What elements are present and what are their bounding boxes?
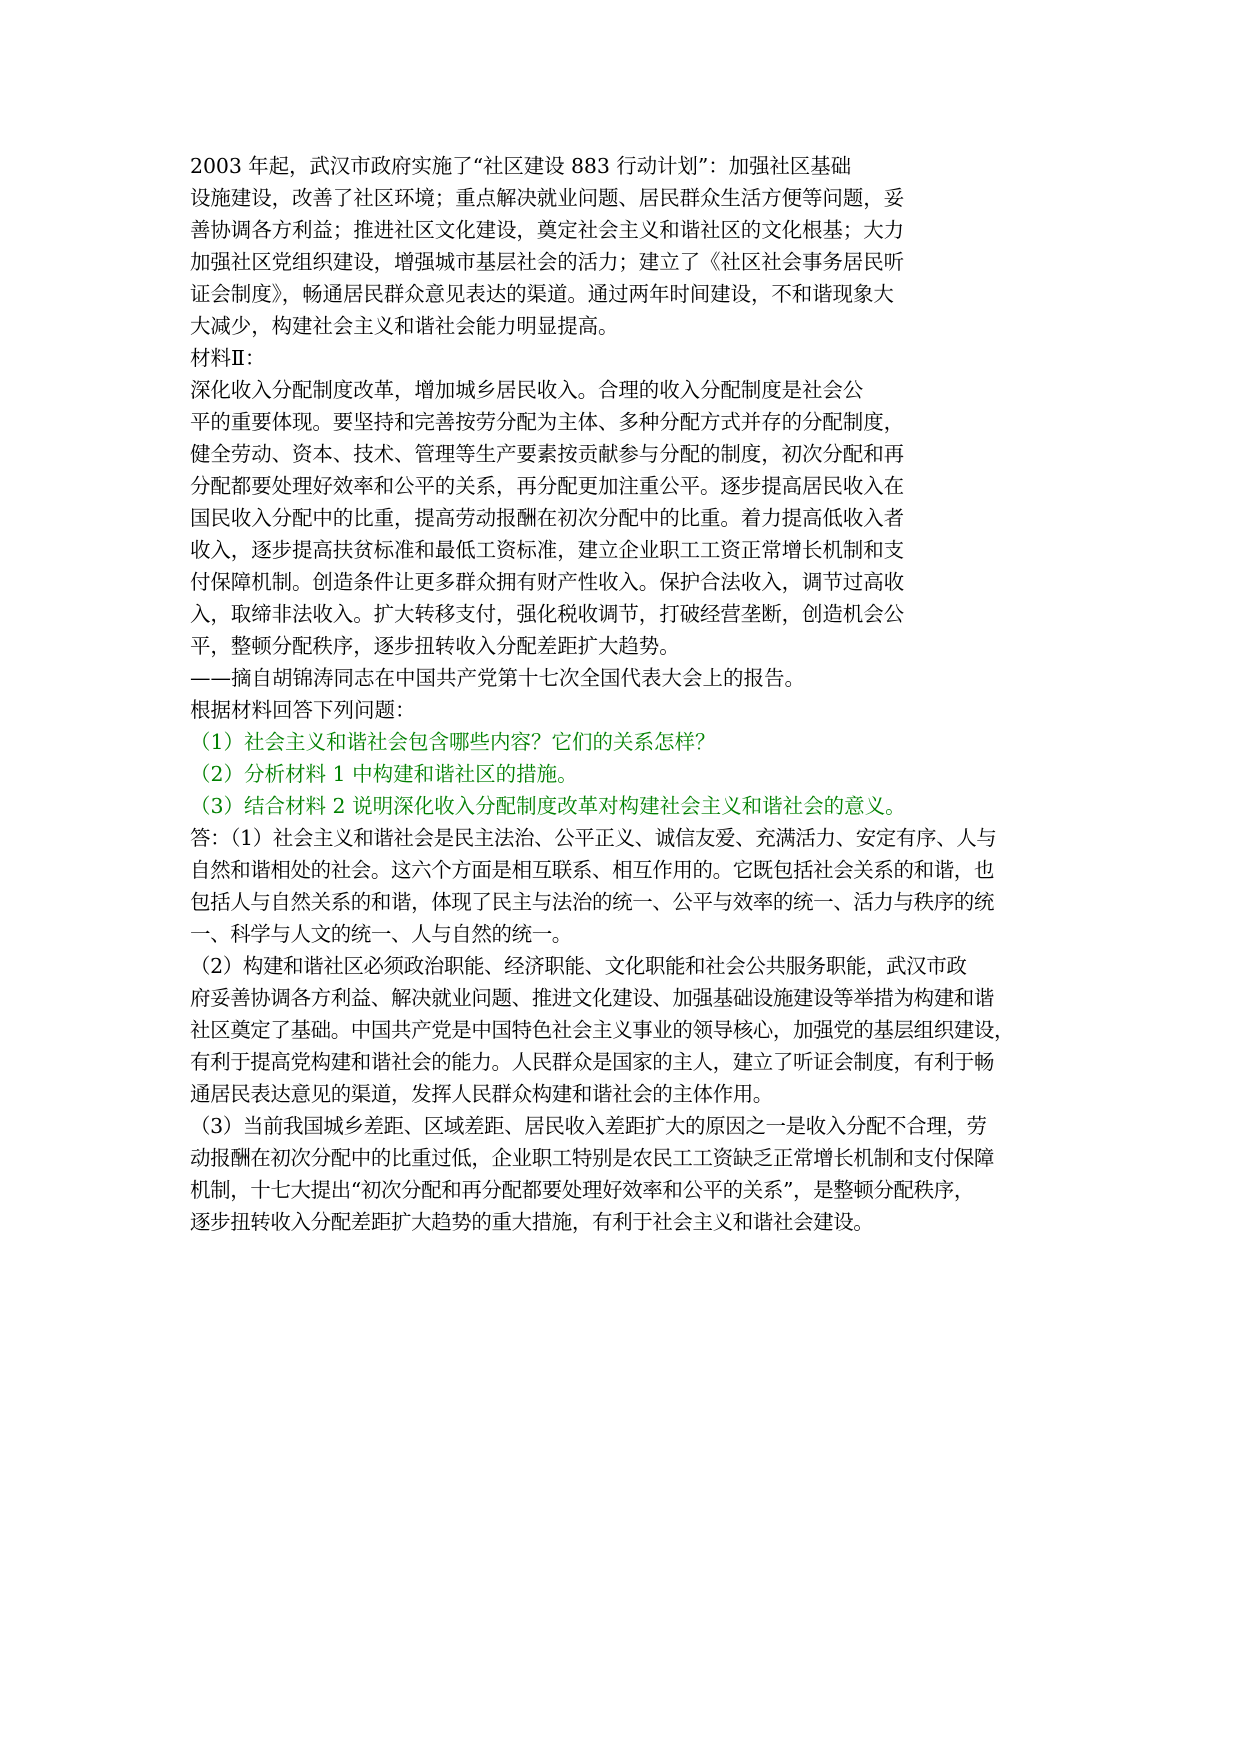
material-2-line: 深化收入分配制度改革，增加城乡居民收入。合理的收入分配制度是社会公	[190, 378, 864, 402]
material-2	[190, 374, 1070, 662]
material-1-line: 设施建设，改善了社区环境；重点解决就业问题、居民群众生活方便等问题，妥	[190, 186, 904, 210]
question-item: （2）分析材料 1 中构建和谐社区的措施。	[190, 762, 578, 786]
material-1-line: 善协调各方利益；推进社区文化建设，奠定社会主义和谐社区的文化根基；大力	[190, 218, 904, 242]
answer-line: 逐步扭转收入分配差距扩大趋势的重大措施，有利于社会主义和谐社会建设。	[190, 1210, 874, 1234]
answer-line: 社区奠定了基础。中国共产党是中国特色社会主义事业的领导核心，加强党的基层组织建设，	[190, 1018, 1015, 1042]
questions-list	[190, 726, 1070, 822]
material-2-line: 收入，逐步提高扶贫标准和最低工资标准，建立企业职工工资正常增长机制和支	[190, 538, 904, 562]
answer-line: （3）当前我国城乡差距、区域差距、居民收入差距扩大的原因之一是收入分配不合理，劳	[190, 1114, 987, 1138]
document-page	[190, 150, 1070, 1238]
material-1	[190, 150, 1070, 342]
questions-intro: 根据材料回答下列问题：	[190, 698, 416, 722]
answer-section	[190, 822, 1070, 1238]
answer-line: 动报酬在初次分配中的比重过低，企业职工特别是农民工工资缺乏正常增长机制和支付保障	[190, 1146, 994, 1170]
answer-line: （2）构建和谐社区必须政治职能、经济职能、文化职能和社会公共服务职能，武汉市政	[190, 954, 967, 978]
answer-line: 一、科学与人文的统一、人与自然的统一。	[190, 922, 572, 946]
answer-line: 机制，十七大提出“初次分配和再分配都要处理好效率和公平的关系”，是整顿分配秩序，	[190, 1178, 974, 1202]
question-item: （3）结合材料 2 说明深化收入分配制度改革对构建社会主义和谐社会的意义。	[190, 794, 906, 818]
material-2-line: 健全劳动、资本、技术、管理等生产要素按贡献参与分配的制度，初次分配和再	[190, 442, 904, 466]
answer-line: 答：（1）社会主义和谐社会是民主法治、公平正义、诚信友爱、充满活力、安定有序、人与	[190, 826, 997, 850]
material-2-line: 付保障机制。创造条件让更多群众拥有财产性收入。保护合法收入，调节过高收	[190, 570, 904, 594]
answer-line: 府妥善协调各方利益、解决就业问题、推进文化建设、加强基础设施建设等举措为构建和谐	[190, 986, 994, 1010]
material-2-heading: 材料Ⅱ：	[190, 346, 266, 370]
answer-line: 有利于提高党构建和谐社会的能力。人民群众是国家的主人，建立了听证会制度，有利于畅	[190, 1050, 994, 1074]
material-2-source: ——摘自胡锦涛同志在中国共产党第十七次全国代表大会上的报告。	[190, 666, 805, 690]
material-1-line: 大减少，构建社会主义和谐社会能力明显提高。	[190, 314, 619, 338]
answer-line: 自然和谐相处的社会。这六个方面是相互联系、相互作用的。它既包括社会关系的和谐，也	[190, 858, 994, 882]
material-1-line: 加强社区党组织建设，增强城市基层社会的活力；建立了《社区社会事务居民听	[190, 250, 904, 274]
material-2-line: 入，取缔非法收入。扩大转移支付，强化税收调节，打破经营垄断，创造机会公	[190, 602, 904, 626]
material-2-line: 平的重要体现。要坚持和完善按劳分配为主体、多种分配方式并存的分配制度，	[190, 410, 904, 434]
material-1-line: 2003 年起，武汉市政府实施了“社区建设 883 行动计划”：加强社区基础	[190, 154, 852, 178]
material-2-line: 分配都要处理好效率和公平的关系，再分配更加注重公平。逐步提高居民收入在	[190, 474, 904, 498]
answer-line: 通居民表达意见的渠道，发挥人民群众构建和谐社会的主体作用。	[190, 1082, 773, 1106]
material-1-line: 证会制度》，畅通居民群众意见表达的渠道。通过两年时间建设，不和谐现象大	[190, 282, 894, 306]
answer-line: 包括人与自然关系的和谐，体现了民主与法治的统一、公平与效率的统一、活力与秩序的统	[190, 890, 994, 914]
material-2-line: 平，整顿分配秩序，逐步扭转收入分配差距扩大趋势。	[190, 634, 680, 658]
question-item: （1）社会主义和谐社会包含哪些内容？它们的关系怎样？	[190, 730, 716, 754]
material-2-line: 国民收入分配中的比重，提高劳动报酬在初次分配中的比重。着力提高低收入者	[190, 506, 904, 530]
